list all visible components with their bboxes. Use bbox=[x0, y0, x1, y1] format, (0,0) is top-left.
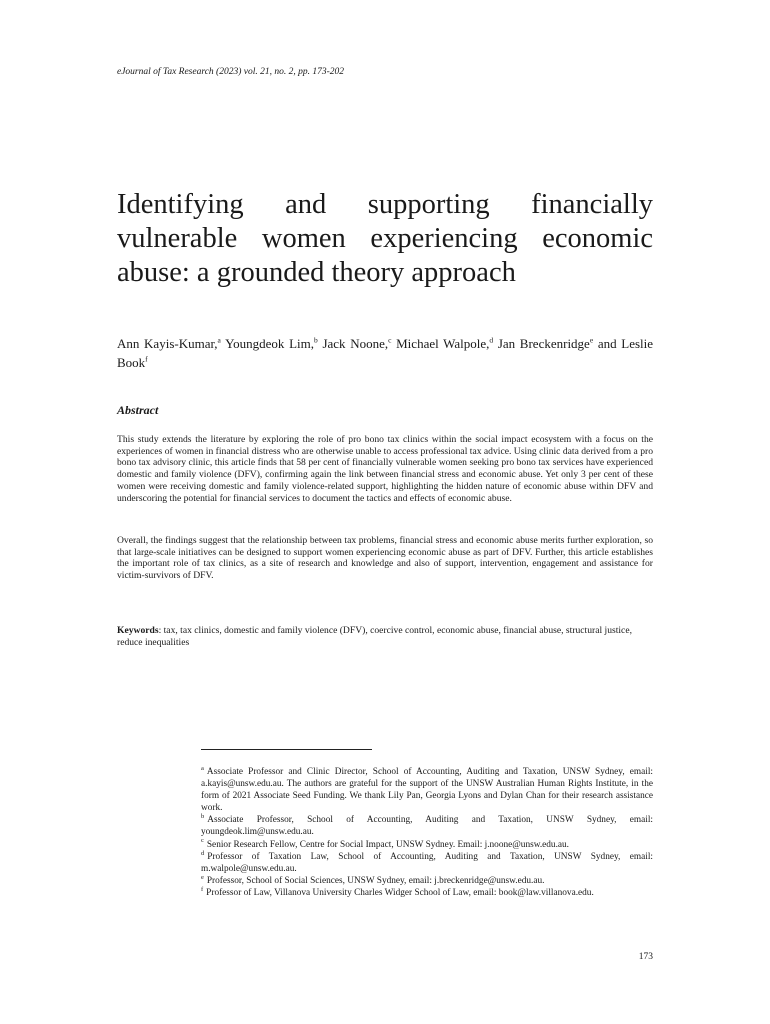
author-name: Jan Breckenridge bbox=[497, 336, 590, 351]
footnote-a bbox=[201, 766, 653, 814]
footnotes bbox=[201, 766, 653, 899]
author-mark: e bbox=[589, 335, 594, 345]
title-rest: vulnerable women experiencing economic abuse: a grounded theory approach bbox=[117, 223, 653, 288]
author-name: Youngdeok Lim, bbox=[225, 336, 315, 351]
author-mark: d bbox=[489, 335, 494, 345]
footnote-d bbox=[201, 851, 653, 875]
footnote-mark: f bbox=[201, 885, 204, 893]
title-word: supporting bbox=[367, 189, 490, 220]
footnote-text: Professor of Taxation Law, School of Accounting, Auditing and Taxation, UNSW Sydney, email: m.walpole@unsw.edu.au. bbox=[201, 851, 653, 874]
footnote-text: Senior Research Fellow, Centre for Social Impact, UNSW Sydney. Email: j.noone@unsw.edu.au. bbox=[206, 839, 570, 850]
author-name: and Leslie Book bbox=[117, 336, 654, 370]
footnote-c bbox=[201, 839, 653, 851]
title-word: and bbox=[285, 189, 327, 220]
footnote-mark: d bbox=[201, 849, 205, 857]
footnote-e bbox=[201, 875, 653, 887]
footnote-text: Professor of Law, Villanova University Charles Widger School of Law, email: book@law.villanova.edu. bbox=[206, 887, 594, 898]
keywords-label: Keywords bbox=[117, 625, 159, 636]
page-number: 173 bbox=[638, 952, 653, 962]
abstract-paragraph-1: This study extends the literature by exploring the role of pro bono tax clinics within the social impact ecosystem with a focus on the experiences of women in financial distress who are otherwise unable to access professional tax advice. Using clinic data derived from a pro bono tax advisory clinic, this article finds that 58 per cent of financially vulnerable women seeking pro bono tax services have experienced domestic and family violence (DFV), confirming again the link between financial stress and economic abuse. Yet only 3 per cent of these women were receiving domestic and family violence-related support, highlighting the hidden nature of economic abuse within DFV and underscoring the potential for financial services to document the tactics and effects of economic abuse. bbox=[117, 434, 653, 504]
author-mark: f bbox=[145, 354, 148, 364]
keywords bbox=[117, 625, 653, 648]
footnote-text: Associate Professor and Clinic Director, School of Accounting, Auditing and Taxation, UNSW Sydney, email: a.kayis@unsw.edu.au. The authors are grateful for the support of the UNSW Australian Human Rights Institute, in the form of 2021 Associate Seed Funding. We thank Lily Pan, Georgia Lyons and Dylan Chan for their research assistance work. bbox=[201, 767, 653, 814]
journal-citation: eJournal of Tax Research (2023) vol. 21, no. 2, pp. 173-202 bbox=[117, 67, 345, 77]
author-name: Jack Noone, bbox=[322, 336, 389, 351]
paper-title bbox=[117, 188, 653, 290]
footnote-text: Professor, School of Social Sciences, UNSW Sydney, email: j.breckenridge@unsw.edu.au. bbox=[206, 875, 545, 886]
author-name: Ann Kayis-Kumar, bbox=[117, 336, 218, 351]
footnote-f bbox=[201, 887, 653, 899]
title-word: Identifying bbox=[117, 189, 244, 220]
footnote-mark: e bbox=[201, 873, 204, 881]
author-mark: b bbox=[314, 335, 318, 345]
author-mark: c bbox=[388, 335, 392, 345]
footnote-mark: b bbox=[201, 813, 205, 821]
title-word: financially bbox=[531, 189, 653, 220]
footnote-text: Associate Professor, School of Accounting, Auditing and Taxation, UNSW Sydney, email: youngdeok.lim@unsw.edu.au. bbox=[201, 815, 653, 838]
author-list bbox=[117, 334, 653, 372]
author-name: Michael Walpole, bbox=[396, 336, 490, 351]
footnote-rule bbox=[201, 749, 372, 750]
title-line-1 bbox=[117, 188, 653, 222]
abstract-heading: Abstract bbox=[117, 403, 159, 417]
footnote-mark: a bbox=[201, 764, 204, 772]
footnote-b bbox=[201, 814, 653, 838]
footnote-mark: c bbox=[201, 837, 204, 845]
abstract-paragraph-2: Overall, the findings suggest that the relationship between tax problems, financial stress and economic abuse merits further exploration, so that large-scale initiatives can be designed to support women experiencing economic abuse as part of DFV. Further, this article establishes the important role of tax clinics, as a site of research and knowledge and also of support, intervention, engagement and assistance for victim-survivors of DFV. bbox=[117, 535, 653, 582]
author-mark: a bbox=[217, 335, 221, 345]
keywords-text: : tax, tax clinics, domestic and family violence (DFV), coercive control, economic abuse, financial abuse, structural justice, reduce inequalities bbox=[117, 625, 632, 648]
